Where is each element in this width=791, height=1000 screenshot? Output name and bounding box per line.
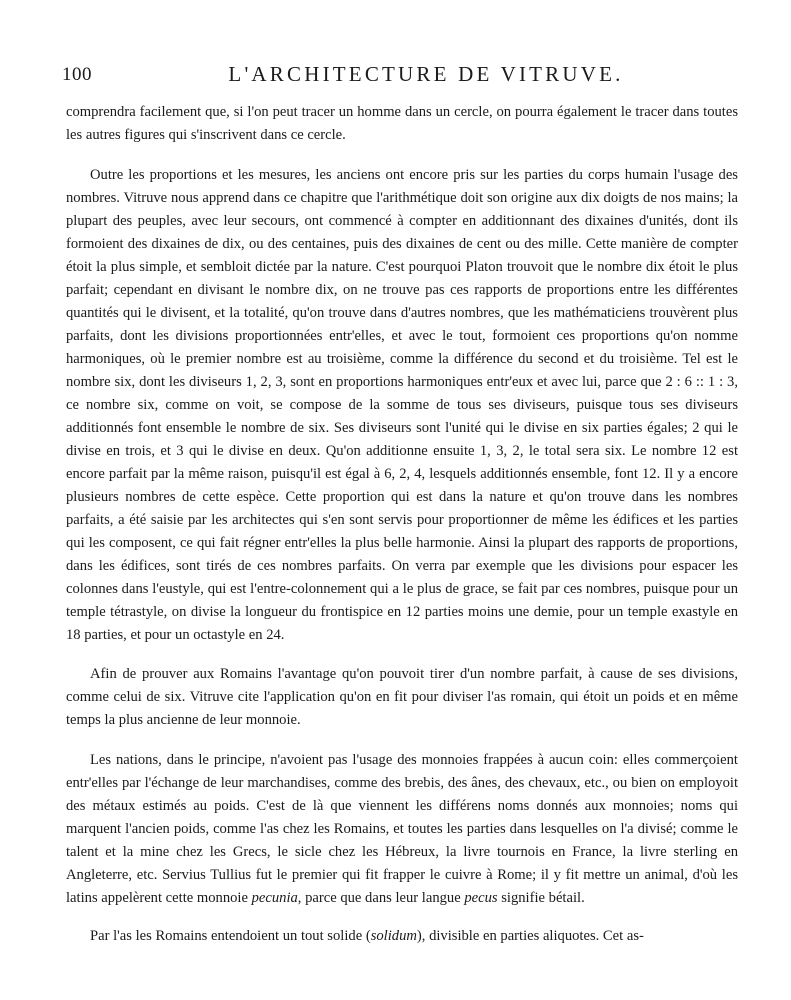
body-text [66, 101, 738, 948]
paragraph-continuation [66, 101, 738, 147]
paragraph-coinage [66, 749, 738, 910]
text-segment: comprendra facilement que, si l'on peut tracer un homme dans un cercle, on pourra également le tracer dans toutes les autres figures qui s'inscrivent dans ce cercle. [66, 104, 738, 143]
paragraph-as-solidum [66, 925, 738, 948]
text-segment: Afin de prouver aux Romains l'avantage qu'on pouvoit tirer d'un nombre parfait, à cause de ses divisions, comme celui de six. Vitruve cite l'application qu'on en fit pour diviser l'as romain, qui étoit un poids et en même temps la plus ancienne de leur monnoie. [66, 666, 738, 728]
italic-term-pecus: pecus [464, 890, 498, 906]
text-segment: Les nations, dans le principe, n'avoient pas l'usage des monnoies frappées à aucun coin: elles commerçoient entr'elles par l'échange de leur marchandises, comme des brebis, des ânes, des chevaux, etc., ou bien on employoit des métaux estimés au poids. C'est de là que viennent les différens noms donnés aux monnoies; noms qui marquent l'ancien poids, comme l'as chez les Romains, et toutes les parties dans lesquelles on l'a divisé; comme le talent et la mine chez les Grecs, le sicle chez les Hébreux, la livre tournois en France, la livre sterling en Angleterre, etc. Servius Tullius fut le premier qui fit frapper le cuivre à Rome; il y fit mettre un animal, d'où les latins appelèrent cette monnoie [66, 752, 738, 906]
paragraph-numbers [66, 164, 738, 647]
text-segment: Outre les proportions et les mesures, les anciens ont encore pris sur les parties du corps humain l'usage des nombres. Vitruve nous apprend dans ce chapitre que l'arithmétique doit son origine aux dix doigts de nos mains; la plupart des peuples, avec leur secours, ont commencé à compter en additionnant des dixaines d'unités, dont ils formoient des dixaines de dix, ou des centaines, puis des dixaines de cent ou des mille. Cette manière de compter étoit la plus simple, et sembloit dictée par la nature. C'est pourquoi Platon trouvoit que le nombre dix étoit le plus parfait; cependant en divisant le nombre dix, on ne trouve pas ces rapports de proportions entre les différentes quantités qui le divisent, et la totalité, qu'on trouve dans d'autres nombres, que les mathématiciens trouvèrent plus parfaits, dont les divisions proportionnées entr'elles, et avec le tout, formoient ces proportions qu'on nomme harmoniques, où le premier nombre est au troisième, comme la différence du second et du troisième. Tel est le nombre six, dont les diviseurs 1, 2, 3, sont en proportions harmoniques entr'eux et avec lui, parce que 2 : 6 :: 1 : 3, ce nombre six, comme on voit, se compose de la somme de tous ses diviseurs, puisque tous ses diviseurs additionnés font ensemble le nombre de six. Ses diviseurs sont l'unité qui le divise en six parties égales; 2 qui le divise en trois, et 3 qui le divise en deux. Qu'on additionne ensuite 1, 3, 2, le total sera six. Le nombre 12 est encore parfait par la même raison, puisqu'il est égal à 6, 2, 4, lesquels additionnés ensemble, font 12. Il y a encore plusieurs nombres de cette espèce. Cette proportion qui est dans la nature et qu'on trouve dans les nombres parfaits, a été saisie par les architectes qui s'en sont servis pour proportionner de même les édifices et les parties qui les composent, ce qui fait régner entr'elles la plus belle harmonie. Ainsi la plupart des rapports de proportions, dans les édifices, sont tirés de ces nombres parfaits. On verra par exemple que les divisions pour espacer les colonnes dans l'eustyle, qui est l'entre-colonnement qui a le plus de grace, se fait par ces nombres, puisque pour un temple tétrastyle, on divise la longueur du frontispice en 12 parties moins une demie, pour un temple exastyle en 18 parties, et pour un octastyle en 24. [66, 167, 738, 643]
text-segment: Par l'as les Romains entendoient un tout solide ( [90, 928, 371, 944]
page-number: 100 [62, 64, 92, 85]
text-segment: ), divisible en parties aliquotes. Cet as- [416, 928, 644, 944]
italic-term-pecunia: pecunia [251, 890, 298, 906]
page-header [62, 62, 742, 92]
text-segment: signifie bétail. [497, 890, 585, 906]
paragraph-roman-as [66, 663, 738, 732]
italic-term-solidum: solidum [370, 928, 417, 944]
text-segment: , parce que dans leur langue [297, 890, 465, 906]
running-title: L'ARCHITECTURE DE VITRUVE. [228, 62, 624, 86]
